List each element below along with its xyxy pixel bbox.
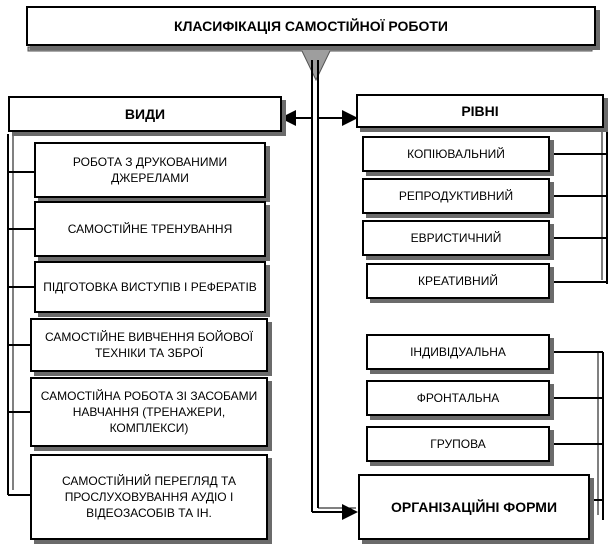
level-item-copying: КОПІЮВАЛЬНИЙ: [362, 136, 550, 172]
type-item-combat-equipment: САМОСТІЙНЕ ВИВЧЕННЯ БОЙОВОЇ ТЕХНІКИ ТА ЗБРОЇ: [30, 318, 268, 372]
level-item-reproductive: РЕПРОДУКТИВНИЙ: [362, 178, 550, 214]
level-item-creative: КРЕАТИВНИЙ: [366, 263, 550, 299]
forms-header: ОРГАНІЗАЦІЙНІ ФОРМИ: [358, 474, 590, 540]
type-item-self-training: САМОСТІЙНЕ ТРЕНУВАННЯ: [34, 201, 266, 257]
type-item-audio-video: САМОСТІЙНИЙ ПЕРЕГЛЯД ТА ПРОСЛУХОВУВАННЯ АУДІО І ВІДЕОЗАСОБІВ ТА ІН.: [30, 454, 268, 540]
form-item-group: ГРУПОВА: [366, 426, 550, 462]
type-item-training-tools: САМОСТІЙНА РОБОТА ЗІ ЗАСОБАМИ НАВЧАННЯ (ТРЕНАЖЕРИ, КОМПЛЕКСИ): [30, 377, 268, 447]
levels-header: РІВНІ: [356, 94, 604, 128]
type-item-printed-sources: РОБОТА З ДРУКОВАНИМИ ДЖЕРЕЛАМИ: [34, 142, 266, 198]
type-item-reports: ПІДГОТОВКА ВИСТУПІВ І РЕФЕРАТІВ: [34, 261, 266, 313]
types-header: ВИДИ: [8, 96, 282, 132]
form-item-individual: ІНДИВІДУАЛЬНА: [366, 334, 550, 370]
form-item-frontal: ФРОНТАЛЬНА: [366, 380, 550, 416]
title-funnel-arrow: [28, 47, 592, 80]
diagram-title: КЛАСИФІКАЦІЯ САМОСТІЙНОЇ РОБОТИ: [26, 6, 596, 46]
level-item-heuristic: ЕВРИСТИЧНИЙ: [362, 220, 550, 256]
